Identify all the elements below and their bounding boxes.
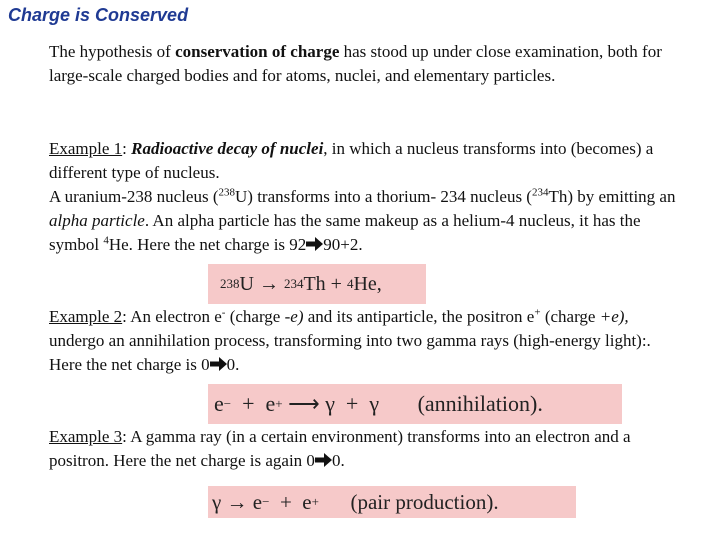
uranium-decay-equation: 238 U → 234 Th + 4 He,	[208, 264, 426, 304]
example2-text: 0.	[226, 355, 240, 374]
eq-symbol: γ	[212, 489, 222, 514]
eq-arrow: →	[258, 272, 279, 295]
example3-label: Example 3	[49, 427, 123, 446]
eq-symbol: Th	[303, 272, 326, 295]
example3-paragraph	[49, 425, 679, 473]
eq-symbol: e	[302, 489, 312, 514]
charge-sign: -	[221, 306, 226, 319]
eq-plus: +	[242, 391, 255, 416]
example2-paragraph	[49, 305, 679, 377]
example1-text: U) transforms into a thorium- 234 nucleus (	[235, 187, 532, 206]
example2-text: (charge	[225, 307, 285, 326]
example1-topic: Radioactive decay of nuclei	[131, 139, 324, 158]
intro-after: has stood up under close examination, both for large-scale charged bodies and for atoms, nuclei, and elementary particles.	[49, 42, 662, 85]
eq-symbol: e	[252, 489, 263, 514]
example1-paragraph	[49, 137, 679, 257]
example3-text: 0.	[331, 451, 345, 470]
right-bold-arrow-icon	[306, 237, 323, 251]
example1-label: Example 1	[49, 139, 123, 158]
example2-label: Example 2	[49, 307, 123, 326]
example1-text: He. Here the net charge is 92	[108, 235, 307, 254]
eq-note: (annihilation).	[417, 391, 543, 416]
intro-bold: conservation of charge	[175, 42, 340, 61]
mass-number: 238	[218, 186, 235, 199]
eq-symbol: γ	[369, 391, 380, 416]
eq-plus: +	[345, 391, 359, 416]
example1-text: Th) by emitting an	[548, 187, 676, 206]
eq-symbol: e	[214, 391, 224, 416]
eq-note: (pair production).	[350, 489, 499, 514]
example1-text: , in which a nucleus transforms into (becomes) a different type of nucleus.	[49, 139, 654, 182]
example1-text: 90+2.	[323, 235, 363, 254]
example2-text: undergo an annihilation process, transforming into two gamma rays (high-energy light):. Here the net charge is 0	[49, 331, 651, 374]
right-bold-arrow-icon	[315, 453, 332, 467]
alpha-particle-term: alpha particle	[49, 211, 145, 230]
right-bold-arrow-icon	[210, 357, 227, 371]
eq-plus: +	[279, 489, 292, 514]
example2-text: (charge	[540, 307, 600, 326]
eq-plus: +	[330, 272, 342, 295]
charge-value: +e),	[599, 307, 629, 326]
eq-symbol: He,	[353, 272, 382, 295]
charge-sign: +	[534, 306, 541, 319]
example1-text: A uranium-238 nucleus (	[49, 187, 219, 206]
example2-text: : An electron e	[122, 307, 222, 326]
pair-production-equation: γ → e − + e + (pair production).	[208, 486, 576, 518]
intro-before: The hypothesis of	[49, 42, 176, 61]
eq-symbol: e	[265, 391, 276, 416]
eq-arrow: →	[226, 489, 248, 514]
example3-text: : A gamma ray (in a certain environment) transforms into an electron and a positron. Here the net charge is again 0	[49, 427, 631, 470]
annihilation-equation: e − + e + ⟶ γ + γ (annihilation).	[208, 384, 622, 424]
mass-number: 4	[103, 234, 109, 247]
eq-symbol: γ	[325, 391, 335, 416]
example1-text: . An alpha particle has the same makeup as a helium-4 nucleus, it has the symbol	[49, 211, 641, 254]
example2-text: and its antiparticle, the positron e	[303, 307, 535, 326]
eq-arrow: ⟶	[288, 391, 320, 416]
mass-number: 234	[531, 186, 549, 199]
charge-value: -e)	[284, 307, 304, 326]
intro-paragraph	[49, 40, 679, 88]
page-title: Charge is Conserved	[8, 5, 189, 25]
example1-colon: :	[122, 139, 132, 158]
eq-symbol: U	[239, 272, 254, 295]
